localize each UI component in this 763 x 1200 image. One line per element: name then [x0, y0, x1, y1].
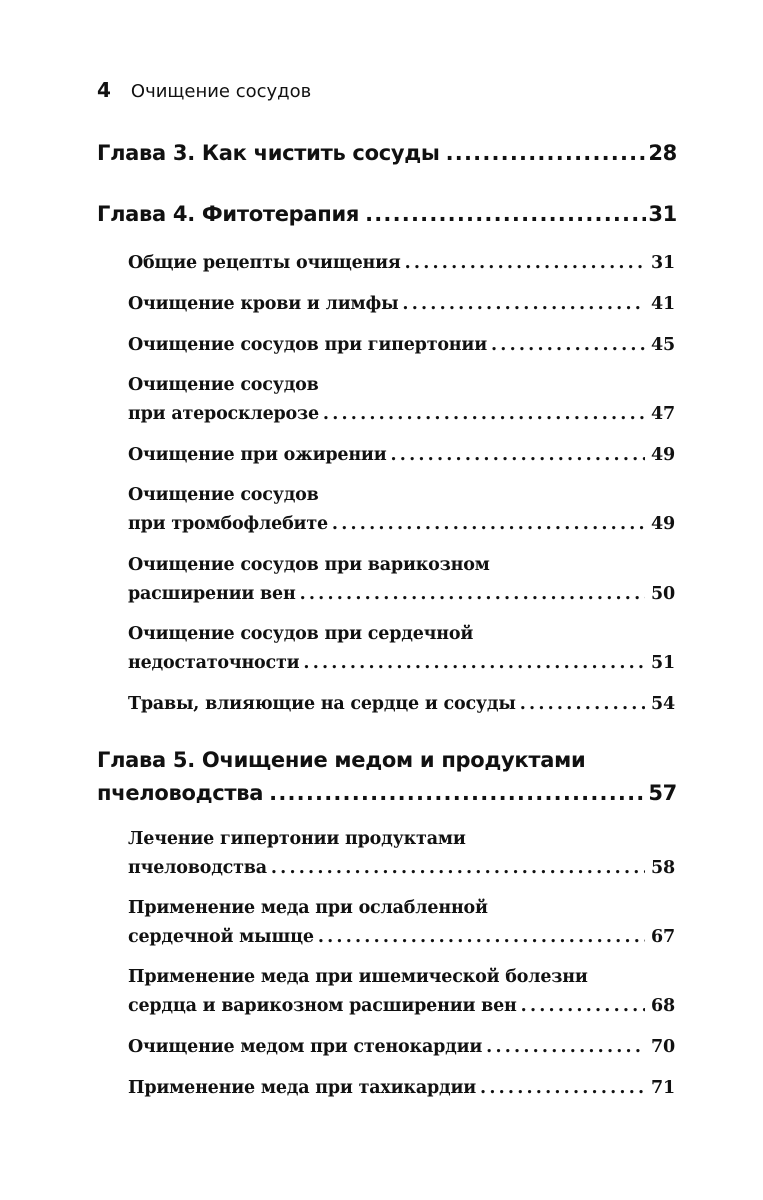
toc-section-7-line1[interactable]: Очищение сосудов при варикозном: [128, 555, 490, 575]
toc-entry-title: пчеловодства: [97, 781, 264, 805]
toc-page-number: 31: [651, 253, 675, 273]
dot-leader: [486, 1037, 645, 1057]
toc-section-8[interactable]: [128, 653, 675, 679]
dot-leader: [402, 294, 645, 314]
toc-page-number: 31: [648, 202, 677, 226]
toc-entry-title: Очищение при ожирении: [128, 445, 387, 465]
page-number: 4: [97, 78, 111, 102]
toc-section-11[interactable]: [128, 927, 675, 953]
toc-page-number: 47: [651, 404, 675, 424]
toc-entry-title: Глава 4. Фитотерапия: [97, 202, 360, 226]
dot-leader: [318, 927, 645, 947]
running-head: [97, 78, 677, 104]
dot-leader: [300, 584, 645, 604]
toc-page-number: 71: [651, 1078, 675, 1098]
dot-leader: [491, 335, 645, 355]
toc-page-number: 67: [651, 927, 675, 947]
toc-section-11-line1[interactable]: Применение меда при ослабленной: [128, 898, 488, 918]
toc-page-number: 57: [648, 781, 677, 805]
toc-entry-title: Очищение крови и лимфы: [128, 294, 399, 314]
dot-leader: [271, 858, 645, 878]
dot-leader: [303, 653, 645, 673]
toc-entry-title: пчеловодства: [128, 858, 267, 878]
dot-leader: [520, 694, 645, 714]
toc-page-number: 68: [651, 996, 675, 1016]
dot-leader: [391, 445, 646, 465]
toc-page-number: 58: [651, 858, 675, 878]
toc-section-12-line1[interactable]: Применение меда при ишемической болезни: [128, 967, 588, 987]
toc-chapter-5[interactable]: [97, 781, 677, 811]
toc-section-5[interactable]: [128, 445, 675, 471]
toc-entry-title: Травы, влияющие на сердце и сосуды: [128, 694, 516, 714]
toc-page-number: 70: [651, 1037, 675, 1057]
toc-section-3[interactable]: [128, 335, 675, 361]
toc-page-number: 49: [651, 514, 675, 534]
toc-entry-title: недостаточности: [128, 653, 300, 673]
dot-leader: [269, 781, 646, 805]
toc-section-10[interactable]: [128, 858, 675, 884]
toc-entry-title: Очищение сосудов при гипертонии: [128, 335, 487, 355]
dot-leader: [323, 404, 645, 424]
toc-entry-title: Глава 3. Как чистить сосуды: [97, 141, 440, 165]
dot-leader: [332, 514, 645, 534]
toc-chapter-5-line1[interactable]: Глава 5. Очищение медом и продуктами: [97, 748, 586, 772]
toc-entry-title: Очищение медом при стенокардии: [128, 1037, 483, 1057]
dot-leader: [405, 253, 645, 273]
toc-section-4[interactable]: [128, 404, 675, 430]
running-head-title: Очищение сосудов: [130, 81, 312, 102]
toc-entry-title: Применение меда при тахикардии: [128, 1078, 477, 1098]
toc-section-6[interactable]: [128, 514, 675, 540]
dot-leader: [365, 202, 646, 226]
toc-entry-title: сердечной мышце: [128, 927, 314, 947]
toc-section-13[interactable]: [128, 1037, 675, 1063]
toc-section-1[interactable]: [128, 253, 675, 279]
toc-page-number: 54: [651, 694, 675, 714]
toc-entry-title: Общие рецепты очищения: [128, 253, 401, 273]
dot-leader: [480, 1078, 645, 1098]
toc-entry-title: сердца и варикозном расширении вен: [128, 996, 517, 1016]
toc-section-14[interactable]: [128, 1078, 675, 1104]
toc-section-12[interactable]: [128, 996, 675, 1022]
toc-page-number: 51: [651, 653, 675, 673]
toc-entry-title: расширении вен: [128, 584, 296, 604]
toc-page-number: 49: [651, 445, 675, 465]
toc-page-number: 41: [651, 294, 675, 314]
toc-page-number: 50: [651, 584, 675, 604]
dot-leader: [446, 141, 647, 165]
toc-chapter-3[interactable]: [97, 141, 677, 171]
toc-entry-title: при атеросклерозе: [128, 404, 319, 424]
toc-section-2[interactable]: [128, 294, 675, 320]
toc-section-4-line1[interactable]: Очищение сосудов: [128, 375, 319, 395]
dot-leader: [521, 996, 645, 1016]
toc-entry-title: при тромбофлебите: [128, 514, 328, 534]
toc-page-number: 28: [648, 141, 677, 165]
toc-chapter-4[interactable]: [97, 202, 677, 232]
toc-section-7[interactable]: [128, 584, 675, 610]
toc-section-6-line1[interactable]: Очищение сосудов: [128, 485, 319, 505]
toc-section-9[interactable]: [128, 694, 675, 720]
toc-page-number: 45: [651, 335, 675, 355]
toc-section-8-line1[interactable]: Очищение сосудов при сердечной: [128, 624, 474, 644]
toc-section-10-line1[interactable]: Лечение гипертонии продуктами: [128, 829, 466, 849]
